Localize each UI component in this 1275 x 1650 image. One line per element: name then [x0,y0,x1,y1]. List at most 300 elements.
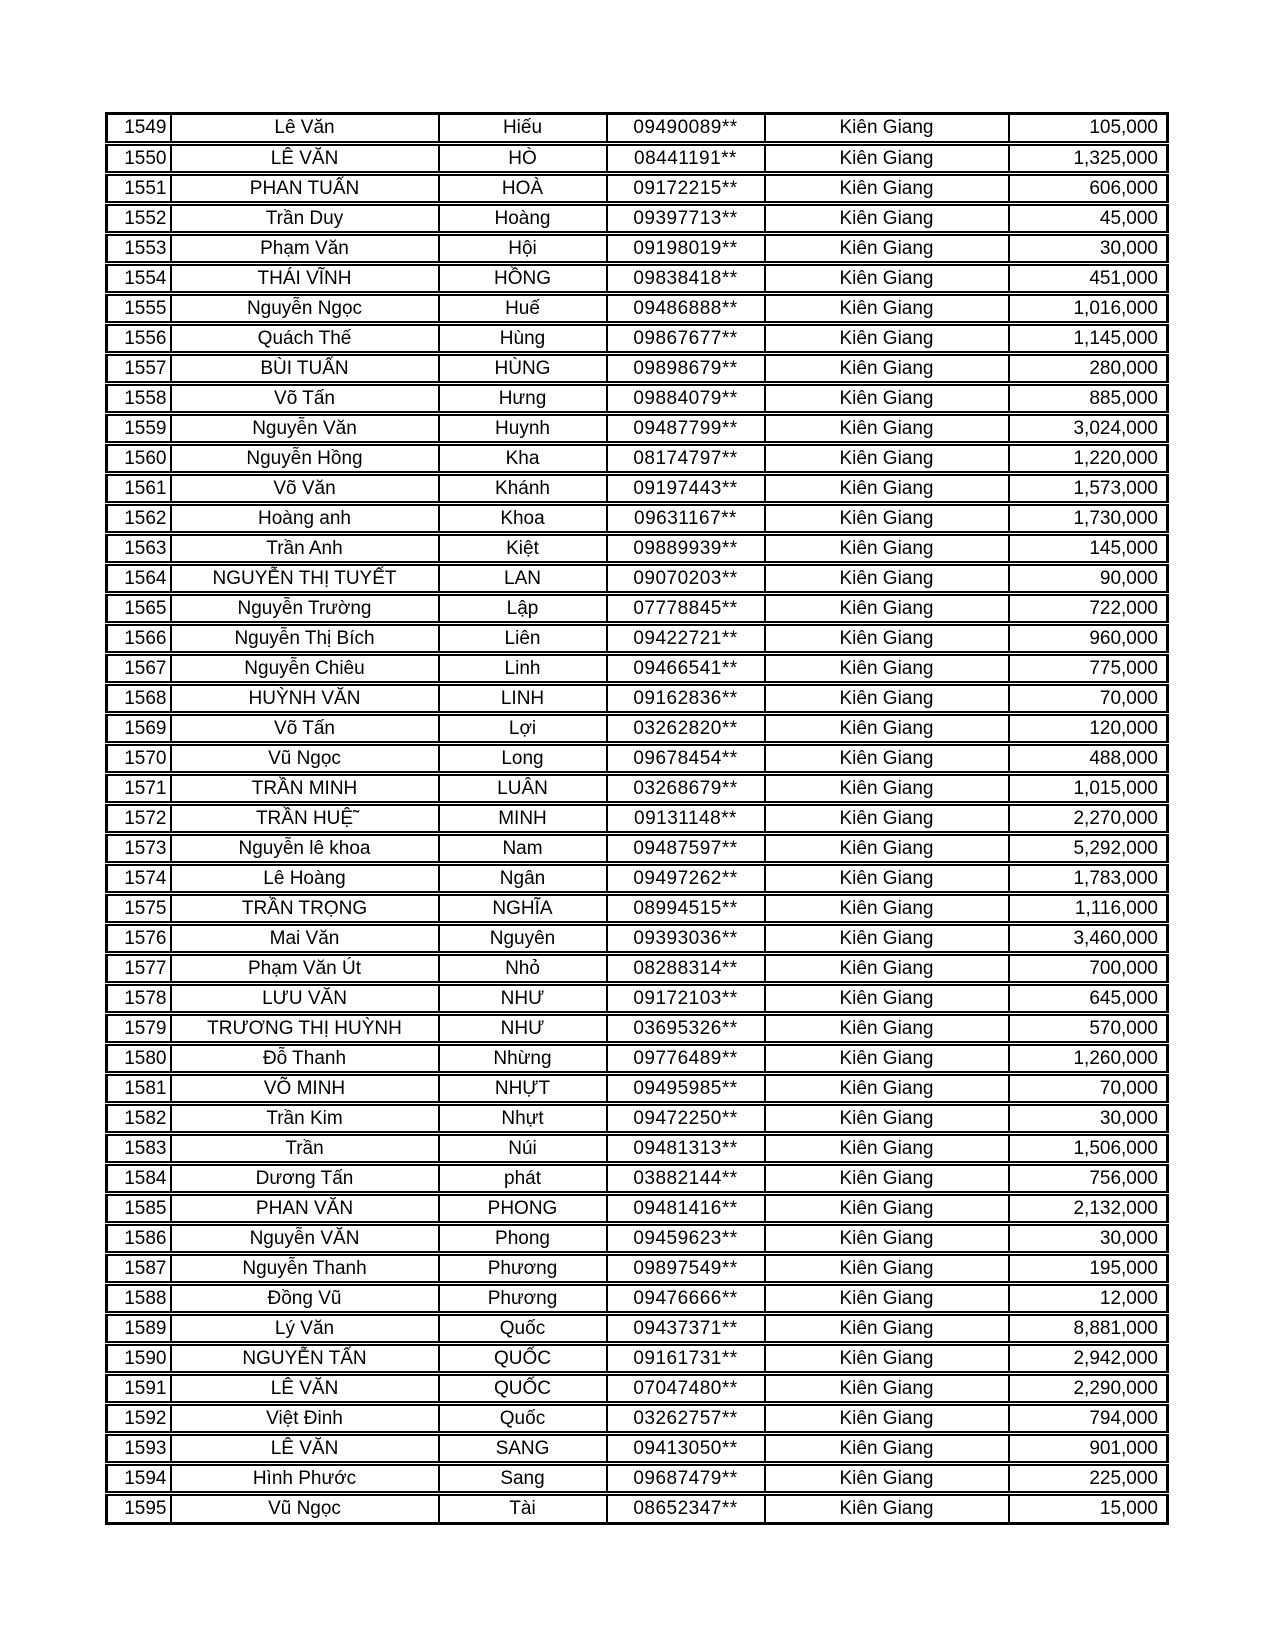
cell-last-name: Nhựt [439,1104,607,1134]
cell-first-middle-name: Lê Văn [171,114,439,144]
document-page-table-region [105,112,1166,1525]
cell-last-name: Liên [439,624,607,654]
cell-row-number: 1576 [107,924,171,954]
cell-last-name: LUÂN [439,774,607,804]
cell-row-number: 1551 [107,174,171,204]
cell-amount: 15,000 [1009,1494,1168,1524]
cell-last-name: Khoa [439,504,607,534]
cell-province: Kiên Giang [765,414,1009,444]
cell-amount: 145,000 [1009,534,1168,564]
cell-province: Kiên Giang [765,804,1009,834]
cell-row-number: 1571 [107,774,171,804]
cell-amount: 5,292,000 [1009,834,1168,864]
cell-last-name: Hội [439,234,607,264]
cell-first-middle-name: THÁI VĨNH [171,264,439,294]
cell-phone-masked: 09422721** [607,624,765,654]
cell-last-name: Huế [439,294,607,324]
cell-last-name: NHỰT [439,1074,607,1104]
cell-phone-masked: 08441191** [607,144,765,174]
cell-first-middle-name: Dương Tấn [171,1164,439,1194]
cell-province: Kiên Giang [765,924,1009,954]
cell-amount: 12,000 [1009,1284,1168,1314]
cell-row-number: 1574 [107,864,171,894]
cell-province: Kiên Giang [765,354,1009,384]
table-row [107,1044,1168,1074]
cell-province: Kiên Giang [765,1314,1009,1344]
cell-province: Kiên Giang [765,384,1009,414]
cell-amount: 1,325,000 [1009,144,1168,174]
cell-first-middle-name: TRẦN HUỆ̃ [171,804,439,834]
cell-province: Kiên Giang [765,1254,1009,1284]
table-row [107,414,1168,444]
cell-row-number: 1575 [107,894,171,924]
cell-last-name: Lợi [439,714,607,744]
cell-amount: 700,000 [1009,954,1168,984]
cell-last-name: Nhừng [439,1044,607,1074]
cell-province: Kiên Giang [765,294,1009,324]
cell-amount: 1,730,000 [1009,504,1168,534]
table-row [107,234,1168,264]
table-row [107,384,1168,414]
cell-province: Kiên Giang [765,834,1009,864]
cell-row-number: 1558 [107,384,171,414]
cell-first-middle-name: Trần [171,1134,439,1164]
cell-amount: 105,000 [1009,114,1168,144]
cell-phone-masked: 09197443** [607,474,765,504]
cell-last-name: Phương [439,1254,607,1284]
cell-last-name: NGHĨA [439,894,607,924]
cell-province: Kiên Giang [765,474,1009,504]
cell-first-middle-name: Quách Thế [171,324,439,354]
cell-province: Kiên Giang [765,114,1009,144]
cell-province: Kiên Giang [765,1104,1009,1134]
cell-row-number: 1569 [107,714,171,744]
cell-last-name: LINH [439,684,607,714]
cell-first-middle-name: TRẦN TRỌNG [171,894,439,924]
cell-phone-masked: 09172103** [607,984,765,1014]
cell-first-middle-name: Võ Tấn [171,384,439,414]
cell-amount: 794,000 [1009,1404,1168,1434]
cell-phone-masked: 09161731** [607,1344,765,1374]
cell-row-number: 1555 [107,294,171,324]
cell-amount: 45,000 [1009,204,1168,234]
cell-first-middle-name: Việt Đinh [171,1404,439,1434]
cell-last-name: Hoàng [439,204,607,234]
cell-row-number: 1586 [107,1224,171,1254]
cell-first-middle-name: NGUYỄN TẤN [171,1344,439,1374]
cell-amount: 1,260,000 [1009,1044,1168,1074]
cell-phone-masked: 09466541** [607,654,765,684]
cell-province: Kiên Giang [765,1434,1009,1464]
cell-first-middle-name: LÊ VĂN [171,1434,439,1464]
cell-province: Kiên Giang [765,894,1009,924]
cell-first-middle-name: Phạm Văn Út [171,954,439,984]
cell-row-number: 1578 [107,984,171,1014]
cell-amount: 2,270,000 [1009,804,1168,834]
cell-row-number: 1565 [107,594,171,624]
cell-last-name: Huynh [439,414,607,444]
cell-phone-masked: 09487597** [607,834,765,864]
cell-phone-masked: 09898679** [607,354,765,384]
cell-amount: 280,000 [1009,354,1168,384]
cell-amount: 645,000 [1009,984,1168,1014]
cell-row-number: 1564 [107,564,171,594]
cell-row-number: 1549 [107,114,171,144]
cell-first-middle-name: Trần Anh [171,534,439,564]
cell-phone-masked: 09867677** [607,324,765,354]
cell-last-name: Lập [439,594,607,624]
cell-amount: 960,000 [1009,624,1168,654]
table-row [107,1434,1168,1464]
cell-row-number: 1593 [107,1434,171,1464]
cell-amount: 70,000 [1009,684,1168,714]
cell-province: Kiên Giang [765,1494,1009,1524]
cell-last-name: Phong [439,1224,607,1254]
cell-phone-masked: 09678454** [607,744,765,774]
cell-first-middle-name: Đồng Vũ [171,1284,439,1314]
cell-province: Kiên Giang [765,174,1009,204]
cell-first-middle-name: Hình Phước [171,1464,439,1494]
cell-phone-masked: 07778845** [607,594,765,624]
cell-province: Kiên Giang [765,1134,1009,1164]
cell-last-name: LAN [439,564,607,594]
cell-row-number: 1567 [107,654,171,684]
cell-phone-masked: 08174797** [607,444,765,474]
cell-row-number: 1566 [107,624,171,654]
cell-last-name: Phương [439,1284,607,1314]
cell-phone-masked: 03262757** [607,1404,765,1434]
cell-first-middle-name: TRƯƠNG THỊ HUỲNH [171,1014,439,1044]
cell-phone-masked: 09472250** [607,1104,765,1134]
cell-first-middle-name: Mai Văn [171,924,439,954]
cell-first-middle-name: Nguyễn Văn [171,414,439,444]
cell-last-name: PHONG [439,1194,607,1224]
cell-province: Kiên Giang [765,234,1009,264]
table-row [107,294,1168,324]
table-row [107,864,1168,894]
cell-amount: 3,460,000 [1009,924,1168,954]
cell-last-name: MINH [439,804,607,834]
cell-first-middle-name: PHAN VĂN [171,1194,439,1224]
cell-phone-masked: 09490089** [607,114,765,144]
cell-phone-masked: 09487799** [607,414,765,444]
cell-amount: 1,220,000 [1009,444,1168,474]
table-row [107,354,1168,384]
cell-phone-masked: 09481313** [607,1134,765,1164]
table-row [107,714,1168,744]
cell-phone-masked: 09413050** [607,1434,765,1464]
cell-last-name: Hưng [439,384,607,414]
cell-phone-masked: 09838418** [607,264,765,294]
cell-phone-masked: 03695326** [607,1014,765,1044]
cell-phone-masked: 09162836** [607,684,765,714]
cell-first-middle-name: Nguyễn Hồng [171,444,439,474]
cell-last-name: phát [439,1164,607,1194]
cell-row-number: 1589 [107,1314,171,1344]
cell-province: Kiên Giang [765,1044,1009,1074]
cell-last-name: Khánh [439,474,607,504]
table-row [107,474,1168,504]
cell-amount: 2,942,000 [1009,1344,1168,1374]
cell-last-name: Nam [439,834,607,864]
table-row [107,1494,1168,1524]
cell-phone-masked: 09459623** [607,1224,765,1254]
table-row [107,1014,1168,1044]
cell-phone-masked: 09476666** [607,1284,765,1314]
cell-row-number: 1550 [107,144,171,174]
cell-amount: 606,000 [1009,174,1168,204]
cell-phone-masked: 09497262** [607,864,765,894]
cell-row-number: 1584 [107,1164,171,1194]
cell-row-number: 1577 [107,954,171,984]
cell-last-name: Hùng [439,324,607,354]
cell-province: Kiên Giang [765,684,1009,714]
cell-row-number: 1594 [107,1464,171,1494]
cell-first-middle-name: HUỲNH VĂN [171,684,439,714]
table-row [107,264,1168,294]
cell-province: Kiên Giang [765,1224,1009,1254]
table-row [107,954,1168,984]
cell-province: Kiên Giang [765,624,1009,654]
cell-row-number: 1573 [107,834,171,864]
cell-amount: 70,000 [1009,1074,1168,1104]
cell-province: Kiên Giang [765,654,1009,684]
cell-row-number: 1583 [107,1134,171,1164]
cell-phone-masked: 09495985** [607,1074,765,1104]
table-row [107,1404,1168,1434]
cell-amount: 1,573,000 [1009,474,1168,504]
cell-last-name: QUỐC [439,1374,607,1404]
cell-amount: 8,881,000 [1009,1314,1168,1344]
table-row [107,1374,1168,1404]
cell-phone-masked: 09397713** [607,204,765,234]
cell-last-name: Hiếu [439,114,607,144]
table-row [107,174,1168,204]
cell-row-number: 1582 [107,1104,171,1134]
cell-phone-masked: 09884079** [607,384,765,414]
cell-amount: 30,000 [1009,234,1168,264]
cell-phone-masked: 09889939** [607,534,765,564]
cell-row-number: 1581 [107,1074,171,1104]
cell-province: Kiên Giang [765,564,1009,594]
table-row [107,594,1168,624]
cell-province: Kiên Giang [765,954,1009,984]
table-row [107,204,1168,234]
cell-amount: 488,000 [1009,744,1168,774]
cell-amount: 120,000 [1009,714,1168,744]
cell-last-name: Sang [439,1464,607,1494]
table-body [107,114,1168,1524]
cell-first-middle-name: Võ Văn [171,474,439,504]
cell-row-number: 1580 [107,1044,171,1074]
cell-first-middle-name: Nguyễn Ngọc [171,294,439,324]
cell-province: Kiên Giang [765,1374,1009,1404]
cell-last-name: HOÀ [439,174,607,204]
cell-row-number: 1556 [107,324,171,354]
table-row [107,834,1168,864]
cell-first-middle-name: LÊ VĂN [171,144,439,174]
table-row [107,984,1168,1014]
cell-row-number: 1579 [107,1014,171,1044]
cell-row-number: 1570 [107,744,171,774]
cell-row-number: 1572 [107,804,171,834]
cell-amount: 1,145,000 [1009,324,1168,354]
cell-amount: 722,000 [1009,594,1168,624]
cell-row-number: 1557 [107,354,171,384]
table-row [107,504,1168,534]
table-row [107,1254,1168,1284]
cell-amount: 30,000 [1009,1224,1168,1254]
cell-amount: 195,000 [1009,1254,1168,1284]
cell-row-number: 1561 [107,474,171,504]
cell-phone-masked: 09486888** [607,294,765,324]
cell-row-number: 1591 [107,1374,171,1404]
cell-last-name: NHƯ [439,984,607,1014]
cell-amount: 3,024,000 [1009,414,1168,444]
cell-row-number: 1587 [107,1254,171,1284]
cell-row-number: 1559 [107,414,171,444]
table-row [107,924,1168,954]
cell-first-middle-name: Vũ Ngọc [171,1494,439,1524]
cell-phone-masked: 09897549** [607,1254,765,1284]
cell-last-name: Linh [439,654,607,684]
table-row [107,114,1168,144]
cell-first-middle-name: Hoàng anh [171,504,439,534]
cell-first-middle-name: BÙI TUẤN [171,354,439,384]
table-row [107,744,1168,774]
cell-amount: 90,000 [1009,564,1168,594]
cell-first-middle-name: Đỗ Thanh [171,1044,439,1074]
cell-province: Kiên Giang [765,1014,1009,1044]
cell-amount: 775,000 [1009,654,1168,684]
cell-province: Kiên Giang [765,504,1009,534]
cell-last-name: Nhỏ [439,954,607,984]
table-row [107,1464,1168,1494]
cell-first-middle-name: LƯU VĂN [171,984,439,1014]
table-row [107,564,1168,594]
cell-phone-masked: 09481416** [607,1194,765,1224]
cell-last-name: HÒ [439,144,607,174]
cell-last-name: HỒNG [439,264,607,294]
cell-first-middle-name: NGUYỄN THỊ TUYẾT [171,564,439,594]
cell-first-middle-name: Phạm Văn [171,234,439,264]
cell-province: Kiên Giang [765,534,1009,564]
table-row [107,1134,1168,1164]
cell-first-middle-name: Trần Duy [171,204,439,234]
cell-province: Kiên Giang [765,204,1009,234]
cell-row-number: 1568 [107,684,171,714]
cell-phone-masked: 09393036** [607,924,765,954]
cell-first-middle-name: TRẦN MINH [171,774,439,804]
cell-phone-masked: 07047480** [607,1374,765,1404]
table-row [107,1194,1168,1224]
cell-amount: 2,132,000 [1009,1194,1168,1224]
table-row [107,144,1168,174]
cell-row-number: 1562 [107,504,171,534]
cell-last-name: Long [439,744,607,774]
cell-first-middle-name: Võ Tấn [171,714,439,744]
cell-province: Kiên Giang [765,264,1009,294]
cell-amount: 570,000 [1009,1014,1168,1044]
cell-phone-masked: 08652347** [607,1494,765,1524]
cell-first-middle-name: Lê Hoàng [171,864,439,894]
cell-province: Kiên Giang [765,1074,1009,1104]
cell-province: Kiên Giang [765,1464,1009,1494]
cell-first-middle-name: LÊ VĂN [171,1374,439,1404]
table-row [107,534,1168,564]
cell-row-number: 1553 [107,234,171,264]
cell-last-name: Nguyên [439,924,607,954]
table-row [107,1074,1168,1104]
cell-row-number: 1552 [107,204,171,234]
cell-amount: 2,290,000 [1009,1374,1168,1404]
cell-row-number: 1585 [107,1194,171,1224]
table-row [107,324,1168,354]
cell-first-middle-name: Nguyễn lê khoa [171,834,439,864]
table-row [107,1284,1168,1314]
cell-amount: 30,000 [1009,1104,1168,1134]
cell-province: Kiên Giang [765,984,1009,1014]
cell-amount: 225,000 [1009,1464,1168,1494]
cell-province: Kiên Giang [765,1284,1009,1314]
cell-phone-masked: 03268679** [607,774,765,804]
cell-phone-masked: 03882144** [607,1164,765,1194]
table-row [107,444,1168,474]
cell-phone-masked: 09776489** [607,1044,765,1074]
cell-province: Kiên Giang [765,864,1009,894]
cell-first-middle-name: Lý Văn [171,1314,439,1344]
cell-last-name: Quốc [439,1314,607,1344]
donation-list-table [105,112,1169,1525]
cell-province: Kiên Giang [765,744,1009,774]
cell-row-number: 1563 [107,534,171,564]
cell-province: Kiên Giang [765,144,1009,174]
cell-phone-masked: 08288314** [607,954,765,984]
cell-row-number: 1590 [107,1344,171,1374]
cell-province: Kiên Giang [765,1344,1009,1374]
cell-row-number: 1560 [107,444,171,474]
cell-row-number: 1554 [107,264,171,294]
cell-amount: 1,015,000 [1009,774,1168,804]
cell-first-middle-name: Nguyễn Chiêu [171,654,439,684]
cell-phone-masked: 09631167** [607,504,765,534]
cell-phone-masked: 08994515** [607,894,765,924]
cell-last-name: HÙNG [439,354,607,384]
cell-last-name: Ngân [439,864,607,894]
cell-first-middle-name: Nguyễn Thị Bích [171,624,439,654]
cell-province: Kiên Giang [765,1194,1009,1224]
table-row [107,654,1168,684]
cell-first-middle-name: Vũ Ngọc [171,744,439,774]
cell-row-number: 1588 [107,1284,171,1314]
cell-phone-masked: 09131148** [607,804,765,834]
cell-last-name: Quốc [439,1404,607,1434]
cell-first-middle-name: Nguyễn VĂN [171,1224,439,1254]
cell-amount: 1,783,000 [1009,864,1168,894]
cell-amount: 1,506,000 [1009,1134,1168,1164]
cell-last-name: QUỐC [439,1344,607,1374]
cell-first-middle-name: Trần Kim [171,1104,439,1134]
cell-last-name: NHƯ [439,1014,607,1044]
cell-amount: 885,000 [1009,384,1168,414]
table-row [107,684,1168,714]
table-row [107,894,1168,924]
table-row [107,804,1168,834]
cell-phone-masked: 09687479** [607,1464,765,1494]
cell-phone-masked: 09070203** [607,564,765,594]
cell-row-number: 1595 [107,1494,171,1524]
cell-province: Kiên Giang [765,714,1009,744]
